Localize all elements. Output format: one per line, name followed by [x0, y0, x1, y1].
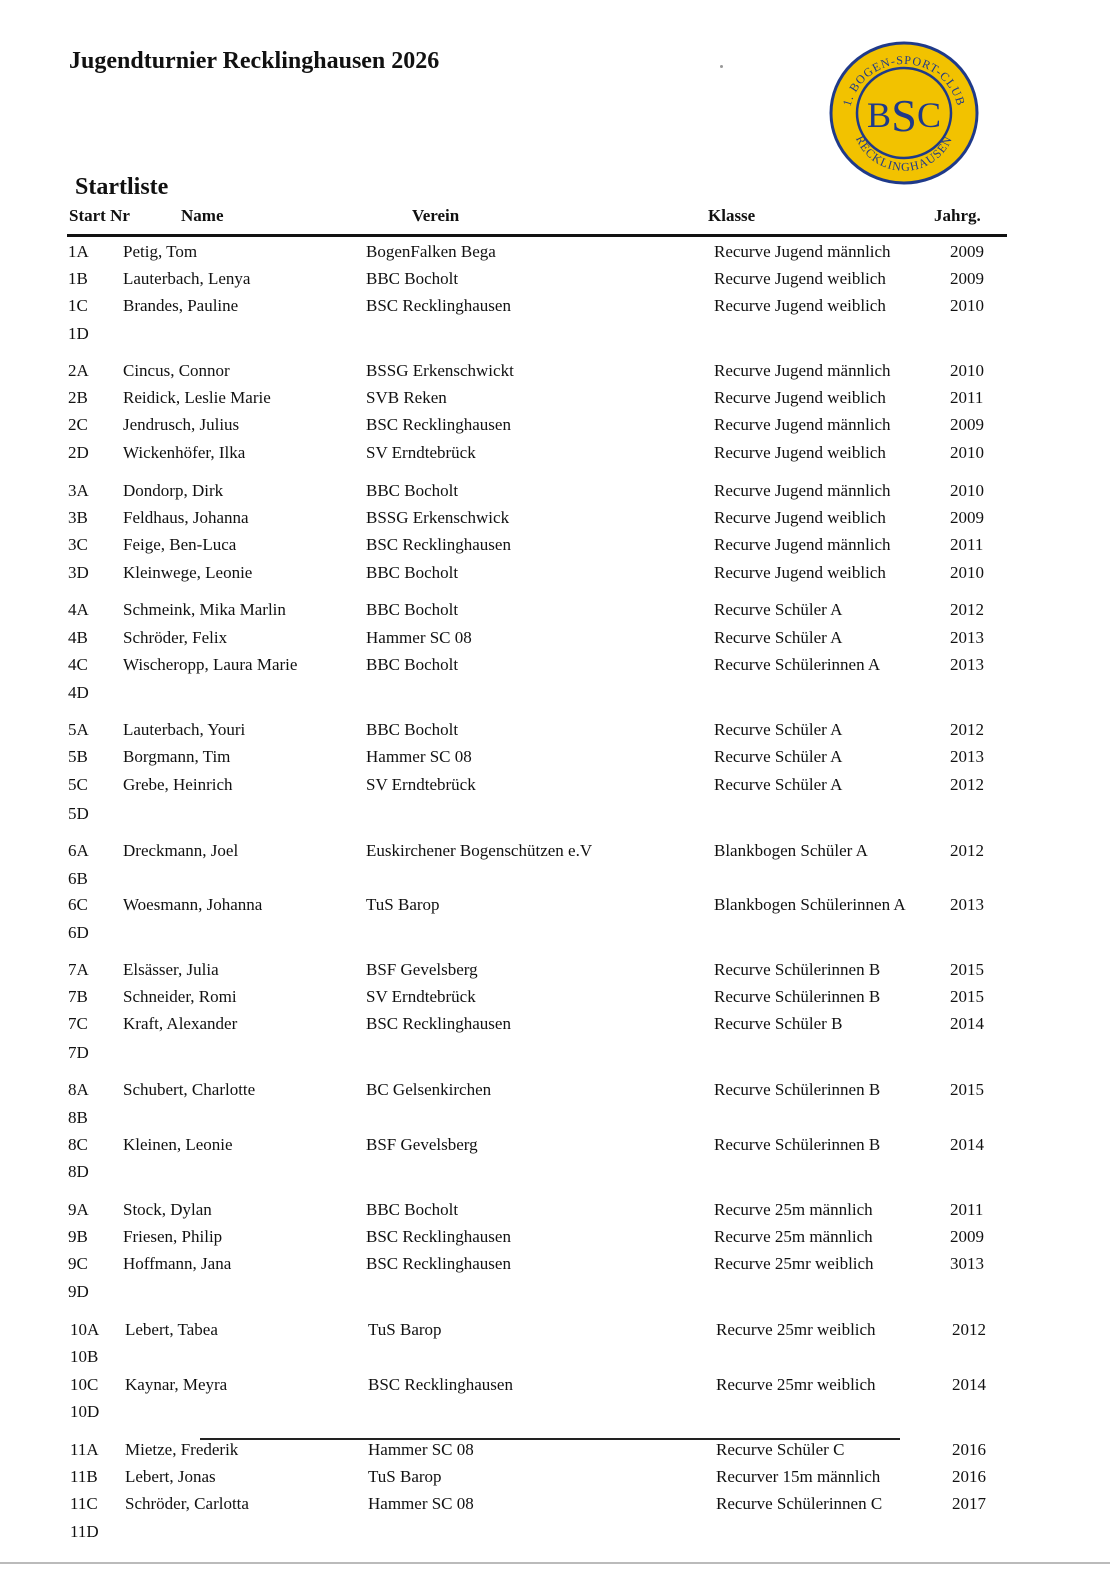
name-cell: Dreckmann, Joel — [123, 841, 239, 860]
verein-cell: Hammer SC 08 — [368, 1440, 474, 1459]
verein-cell: Euskirchener Bogenschützen e.V — [366, 841, 593, 860]
name-cell: Petig, Tom — [123, 242, 198, 261]
klasse-cell: Recurve Schüler C — [716, 1440, 845, 1459]
jahrg-cell: 2015 — [950, 960, 984, 979]
col-header-verein: Verein — [412, 206, 460, 225]
jahrg-cell: 2009 — [950, 508, 984, 527]
start-nr-cell: 4D — [68, 683, 89, 702]
verein-cell: BSC Recklinghausen — [366, 535, 511, 554]
start-nr-cell: 4B — [68, 628, 88, 647]
start-nr-cell: 6C — [68, 895, 88, 914]
klasse-cell: Recurve Schülerinnen B — [714, 987, 881, 1006]
name-cell: Schröder, Felix — [123, 628, 228, 647]
jahrg-cell: 2009 — [950, 1227, 984, 1246]
jahrg-cell: 2016 — [952, 1467, 986, 1486]
verein-cell: BSSG Erkenschwick — [366, 508, 510, 527]
start-nr-cell: 5B — [68, 747, 88, 766]
klasse-cell: Recurve 25mr weiblich — [716, 1320, 876, 1339]
logo-letter-c: C — [916, 95, 942, 135]
klasse-cell: Recurve Schüler B — [714, 1014, 843, 1033]
klasse-cell: Recurve 25m männlich — [714, 1227, 873, 1246]
start-nr-cell: 4A — [68, 600, 89, 619]
jahrg-cell: 2010 — [950, 443, 984, 462]
start-nr-cell: 7C — [68, 1014, 88, 1033]
verein-cell: SV Erndtebrück — [366, 987, 476, 1006]
start-nr-cell: 3D — [68, 563, 89, 582]
jahrg-cell: 2011 — [950, 1200, 984, 1219]
jahrg-cell: 2013 — [950, 747, 984, 766]
jahrg-cell: 2013 — [950, 655, 984, 674]
verein-cell: BSF Gevelsberg — [366, 960, 478, 979]
name-cell: Jendrusch, Julius — [123, 415, 240, 434]
klasse-cell: Recurve Schüler A — [714, 747, 843, 766]
klasse-cell: Recurve Schülerinnen B — [714, 1135, 881, 1154]
logo-letter-s: S — [891, 90, 917, 141]
verein-cell: BSC Recklinghausen — [366, 1014, 511, 1033]
verein-cell: TuS Barop — [366, 895, 440, 914]
jahrg-cell: 2013 — [950, 895, 984, 914]
verein-cell: BBC Bocholt — [366, 655, 459, 674]
start-nr-cell: 7D — [68, 1043, 89, 1062]
start-nr-cell: 8C — [68, 1135, 88, 1154]
klasse-cell: Recurver 15m männlich — [716, 1467, 881, 1486]
verein-cell: SV Erndtebrück — [366, 443, 476, 462]
name-cell: Schneider, Romi — [123, 987, 237, 1006]
jahrg-cell: 2014 — [952, 1375, 986, 1394]
name-cell: Friesen, Philip — [123, 1227, 223, 1246]
name-cell: Schubert, Charlotte — [123, 1080, 256, 1099]
klasse-cell: Recurve 25mr weiblich — [714, 1254, 874, 1273]
klasse-cell: Recurve Schülerinnen A — [714, 655, 881, 674]
jahrg-cell: 2015 — [950, 987, 984, 1006]
klasse-cell: Recurve Jugend männlich — [714, 242, 891, 261]
klasse-cell: Recurve Jugend weiblich — [714, 269, 886, 288]
klasse-cell: Recurve Schüler A — [714, 775, 843, 794]
start-nr-cell: 11A — [70, 1440, 99, 1459]
name-cell: Kraft, Alexander — [123, 1014, 238, 1033]
jahrg-cell: 2017 — [952, 1494, 986, 1513]
jahrg-cell: 2009 — [950, 242, 984, 261]
name-cell: Lauterbach, Lenya — [123, 269, 251, 288]
jahrg-cell: 2012 — [950, 775, 984, 794]
logo-letter-b: B — [866, 95, 892, 135]
klasse-cell: Recurve Jugend weiblich — [714, 443, 886, 462]
klasse-cell: Recurve Jugend weiblich — [714, 508, 886, 527]
jahrg-cell: 2012 — [950, 720, 984, 739]
start-nr-cell: 2C — [68, 415, 88, 434]
club-logo — [829, 41, 979, 186]
klasse-cell: Recurve 25mr weiblich — [716, 1375, 876, 1394]
name-cell: Mietze, Frederik — [125, 1440, 239, 1459]
col-header-klasse: Klasse — [708, 206, 756, 225]
start-nr-cell: 11B — [70, 1467, 98, 1486]
klasse-cell: Recurve Schülerinnen B — [714, 1080, 881, 1099]
name-cell: Brandes, Pauline — [123, 296, 239, 315]
start-nr-cell: 5A — [68, 720, 89, 739]
start-nr-cell: 2B — [68, 388, 88, 407]
verein-cell: Hammer SC 08 — [366, 628, 472, 647]
col-header-jahrg: Jahrg. — [934, 206, 981, 225]
jahrg-cell: 3013 — [950, 1254, 984, 1273]
jahrg-cell: 2012 — [950, 600, 984, 619]
col-header-start-nr: Start Nr — [69, 206, 130, 225]
name-cell: Schröder, Carlotta — [125, 1494, 249, 1513]
jahrg-cell: 2010 — [950, 361, 984, 380]
jahrg-cell: 2012 — [950, 841, 984, 860]
verein-cell: BSF Gevelsberg — [366, 1135, 478, 1154]
name-cell: Woesmann, Johanna — [123, 895, 263, 914]
verein-cell: BSC Recklinghausen — [366, 296, 511, 315]
start-nr-cell: 4C — [68, 655, 88, 674]
name-cell: Lauterbach, Youri — [123, 720, 246, 739]
start-nr-cell: 11C — [70, 1494, 98, 1513]
name-cell: Kleinen, Leonie — [123, 1135, 233, 1154]
klasse-cell: Recurve Jugend männlich — [714, 535, 891, 554]
start-nr-cell: 1C — [68, 296, 88, 315]
jahrg-cell: 2014 — [950, 1014, 984, 1033]
name-cell: Kleinwege, Leonie — [123, 563, 253, 582]
start-nr-cell: 9C — [68, 1254, 88, 1273]
verein-cell: BBC Bocholt — [366, 600, 459, 619]
name-cell: Reidick, Leslie Marie — [123, 388, 271, 407]
jahrg-cell: 2014 — [950, 1135, 984, 1154]
klasse-cell: Recurve Jugend männlich — [714, 481, 891, 500]
verein-cell: BBC Bocholt — [366, 563, 459, 582]
col-header-name: Name — [181, 206, 224, 225]
verein-cell: BBC Bocholt — [366, 720, 459, 739]
start-nr-cell: 1B — [68, 269, 88, 288]
name-cell: Schmeink, Mika Marlin — [123, 600, 286, 619]
start-nr-cell: 10B — [70, 1347, 99, 1366]
start-nr-cell: 8B — [68, 1108, 88, 1127]
klasse-cell: Blankbogen Schülerinnen A — [714, 895, 906, 914]
verein-cell: SV Erndtebrück — [366, 775, 476, 794]
klasse-cell: Recurve Jugend weiblich — [714, 296, 886, 315]
verein-cell: SVB Reken — [366, 388, 447, 407]
klasse-cell: Recurve Schülerinnen B — [714, 960, 881, 979]
start-nr-cell: 9B — [68, 1227, 88, 1246]
logo-text-bottom: RECKLINGHAUSEN — [852, 133, 956, 175]
start-nr-cell: 8A — [68, 1080, 89, 1099]
scan-speck — [720, 65, 723, 68]
jahrg-cell: 2015 — [950, 1080, 984, 1099]
start-nr-cell: 5C — [68, 775, 88, 794]
klasse-cell: Recurve Jugend männlich — [714, 415, 891, 434]
verein-cell: BSC Recklinghausen — [366, 1227, 511, 1246]
start-nr-cell: 3C — [68, 535, 88, 554]
name-cell: Stock, Dylan — [123, 1200, 212, 1219]
verein-cell: BSC Recklinghausen — [368, 1375, 513, 1394]
start-nr-cell: 6D — [68, 923, 89, 942]
verein-cell: BSC Recklinghausen — [366, 415, 511, 434]
verein-cell: Hammer SC 08 — [366, 747, 472, 766]
name-cell: Wickenhöfer, Ilka — [123, 443, 246, 462]
klasse-cell: Recurve Schüler A — [714, 628, 843, 647]
start-nr-cell: 2A — [68, 361, 89, 380]
start-nr-cell: 3B — [68, 508, 88, 527]
name-cell: Cincus, Connor — [123, 361, 230, 380]
start-nr-cell: 9D — [68, 1282, 89, 1301]
start-nr-cell: 11D — [70, 1522, 99, 1541]
jahrg-cell: 2013 — [950, 628, 984, 647]
klasse-cell: Recurve Schülerinnen C — [716, 1494, 883, 1513]
klasse-cell: Recurve Jugend weiblich — [714, 388, 886, 407]
klasse-cell: Recurve Jugend weiblich — [714, 563, 886, 582]
verein-cell: BSSG Erkenschwickt — [366, 361, 514, 380]
start-nr-cell: 1D — [68, 324, 89, 343]
verein-cell: BC Gelsenkirchen — [366, 1080, 492, 1099]
klasse-cell: Recurve Schüler A — [714, 600, 843, 619]
verein-cell: BogenFalken Bega — [366, 242, 496, 261]
page-edge-line — [0, 1562, 1110, 1564]
section-title: Startliste — [75, 174, 169, 200]
page-title: Jugendturnier Recklinghausen 2026 — [69, 48, 440, 74]
jahrg-cell: 2010 — [950, 481, 984, 500]
start-nr-cell: 10D — [70, 1402, 100, 1421]
klasse-cell: Recurve Schüler A — [714, 720, 843, 739]
start-nr-cell: 10A — [70, 1320, 100, 1339]
name-cell: Dondorp, Dirk — [123, 481, 224, 500]
name-cell: Grebe, Heinrich — [123, 775, 233, 794]
name-cell: Lebert, Jonas — [125, 1467, 216, 1486]
start-nr-cell: 8D — [68, 1162, 89, 1181]
klasse-cell: Recurve Jugend männlich — [714, 361, 891, 380]
name-cell: Lebert, Tabea — [125, 1320, 218, 1339]
start-nr-cell: 5D — [68, 804, 89, 823]
jahrg-cell: 2016 — [952, 1440, 986, 1459]
verein-cell: BBC Bocholt — [366, 481, 459, 500]
header-divider — [67, 234, 1007, 237]
verein-cell: BBC Bocholt — [366, 269, 459, 288]
jahrg-cell: 2010 — [950, 563, 984, 582]
start-nr-cell: 3A — [68, 481, 89, 500]
name-cell: Elsässer, Julia — [123, 960, 219, 979]
jahrg-cell: 2012 — [952, 1320, 986, 1339]
name-cell: Feige, Ben-Luca — [123, 535, 237, 554]
logo-text-top: 1. BOGEN-SPORT-CLUB — [839, 52, 969, 108]
start-nr-cell: 7B — [68, 987, 88, 1006]
start-nr-cell: 9A — [68, 1200, 89, 1219]
start-nr-cell: 1A — [68, 242, 89, 261]
name-cell: Hoffmann, Jana — [123, 1254, 232, 1273]
verein-cell: BSC Recklinghausen — [366, 1254, 511, 1273]
start-nr-cell: 2D — [68, 443, 89, 462]
verein-cell: TuS Barop — [368, 1467, 442, 1486]
name-cell: Kaynar, Meyra — [125, 1375, 228, 1394]
verein-cell: BBC Bocholt — [366, 1200, 459, 1219]
klasse-cell: Recurve 25m männlich — [714, 1200, 873, 1219]
name-cell: Wischeropp, Laura Marie — [123, 655, 298, 674]
start-nr-cell: 10C — [70, 1375, 99, 1394]
start-nr-cell: 6B — [68, 869, 88, 888]
jahrg-cell: 2011 — [950, 535, 984, 554]
start-nr-cell: 7A — [68, 960, 89, 979]
verein-cell: Hammer SC 08 — [368, 1494, 474, 1513]
name-cell: Feldhaus, Johanna — [123, 508, 249, 527]
jahrg-cell: 2009 — [950, 415, 984, 434]
jahrg-cell: 2009 — [950, 269, 984, 288]
jahrg-cell: 2010 — [950, 296, 984, 315]
start-nr-cell: 6A — [68, 841, 89, 860]
klasse-cell: Blankbogen Schüler A — [714, 841, 868, 860]
verein-cell: TuS Barop — [368, 1320, 442, 1339]
jahrg-cell: 2011 — [950, 388, 984, 407]
name-cell: Borgmann, Tim — [123, 747, 231, 766]
